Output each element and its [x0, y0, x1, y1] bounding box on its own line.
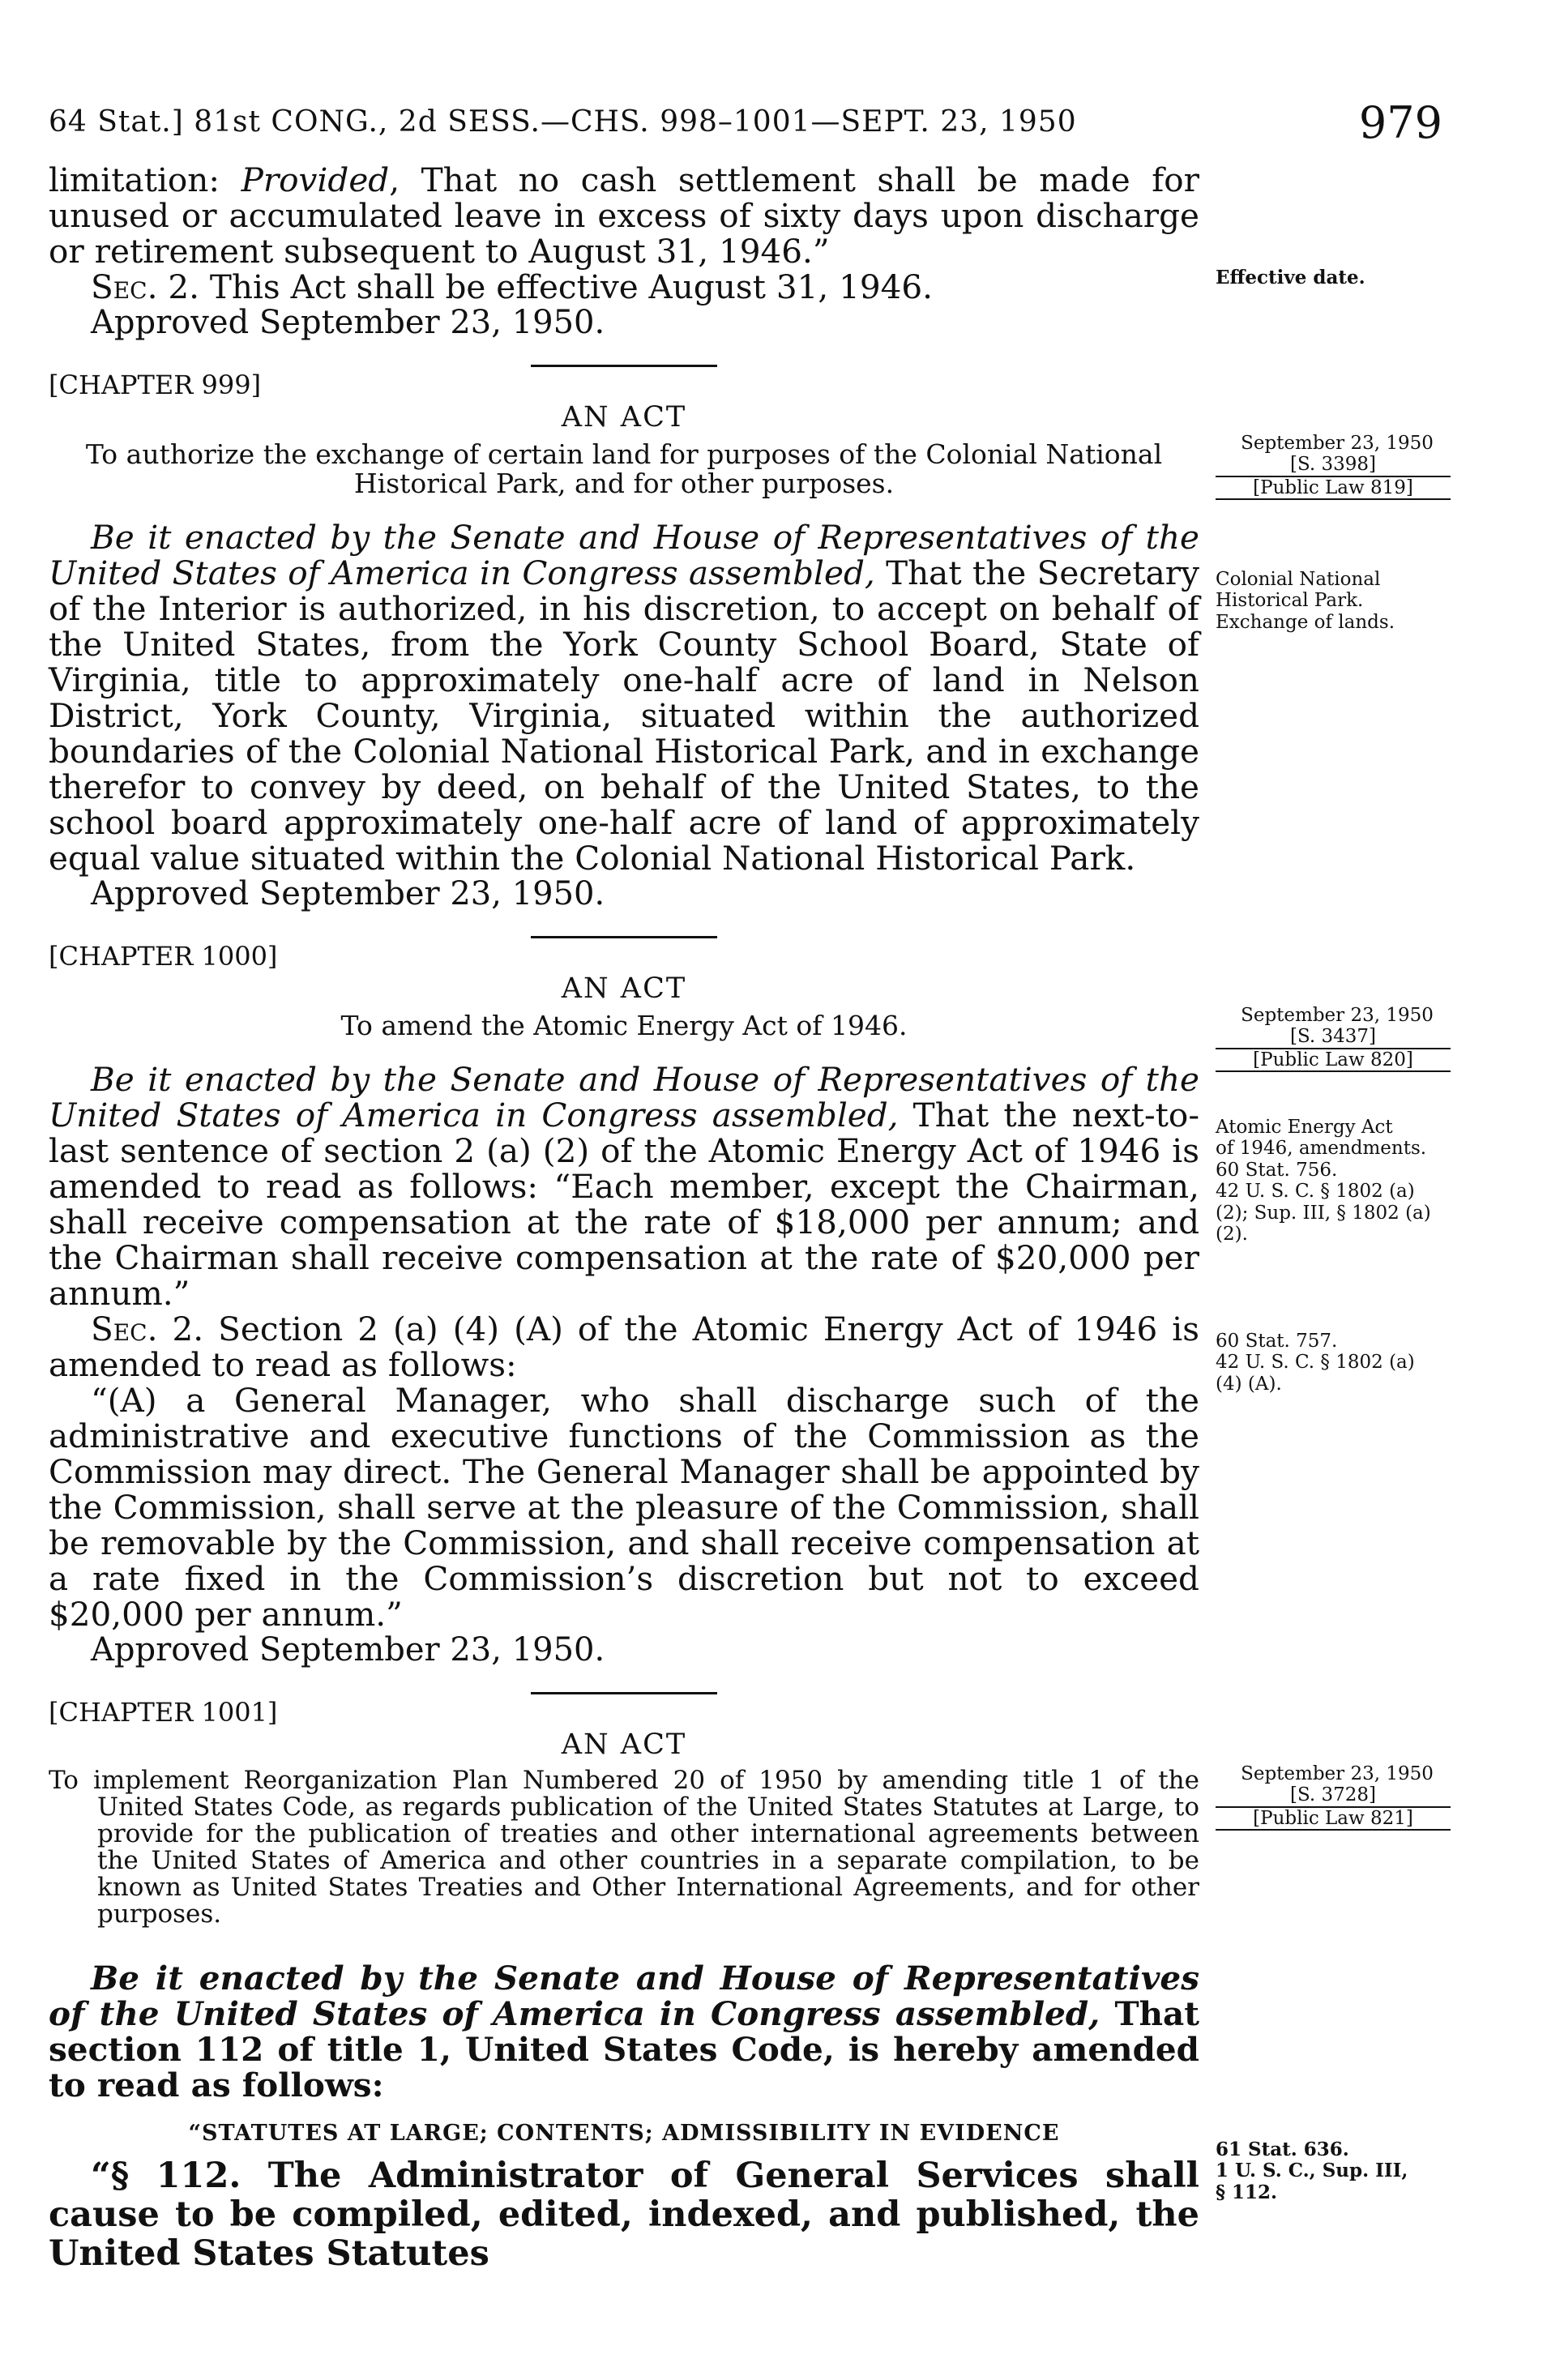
margin-note-ch1000-sec2: [1216, 1331, 1459, 1395]
ch1000-bill: [S. 3437]: [1216, 1026, 1451, 1049]
ch1000-cite-line-5: 60 Stat. 757.: [1216, 1331, 1338, 1352]
main-text-column: [49, 162, 1199, 2273]
margin-note-effective-date: [1216, 267, 1459, 288]
chapter-1001-body: Be it enacted by the Senate and House of Representatives of the United States of America in Congress assembled, That section 112 of title 1, United States Code, is hereby amended to read as follows:: [49, 1959, 1200, 2104]
running-header: [49, 97, 1442, 146]
ch999-topic-line-1: Colonial National: [1216, 569, 1381, 590]
margin-note-ch1001-cite: [1216, 2139, 1459, 2203]
ch1000-cite-line-1: 60 Stat. 756.: [1216, 1159, 1338, 1181]
margin-note-ch999-header: [1216, 433, 1459, 500]
chapter-999-purpose: To authorize the exchange of certain land for purposes of the Colonial National Historical Park, and for other purposes.: [85, 438, 1163, 499]
chapter-1000-approved: Approved September 23, 1950.: [91, 1631, 605, 1669]
ch999-topic-line-3: Exchange of lands.: [1216, 611, 1395, 633]
chapter-1000-sec2: Sec. 2. Section 2 (a) (4) (A) of the Atomic Energy Act of 1946 is amended to read as follows:: [49, 1310, 1199, 1384]
ch1000-cite-line-3: (2); Sup. III, § 1802 (a): [1216, 1202, 1431, 1224]
ch1000-cite-line-2: 42 U. S. C. § 1802 (a): [1216, 1181, 1415, 1203]
chapter-1001-purpose: To implement Reorganization Plan Numbered 20 of 1950 by amending title 1 of the United States Code, as regards publication of the United States Statutes at Large, to provide for the publication of treaties and other international agreements between the United States of America and other countries in a separate compilation, to be known as United States Treaties and Other International Agreements, and for other purposes.: [49, 1766, 1199, 1929]
ch1001-cite-line-2: 1 U. S. C., Sup. III,: [1216, 2160, 1408, 2182]
chapter-1000-an-act: AN ACT: [561, 972, 687, 1005]
ch1000-cite-line-7: (4) (A).: [1216, 1373, 1282, 1395]
chapter-1001-subhead: “STATUTES AT LARGE; CONTENTS; ADMISSIBILITY IN EVIDENCE: [188, 2121, 1060, 2146]
ch1001-bill: [S. 3728]: [1216, 1784, 1451, 1807]
ch1000-date: September 23, 1950: [1241, 1005, 1434, 1026]
continuation-paragraph: limitation: Provided, That no cash settlement shall be made for unused or accumulated leave in excess of sixty days upon discharge or retirement subsequent to August 31, 1946.”: [49, 160, 1199, 271]
ch1000-topic-line-1: Atomic Energy Act: [1216, 1117, 1393, 1138]
ch1001-cite-line-1: 61 Stat. 636.: [1216, 2139, 1349, 2160]
margin-note-ch999-topic: [1216, 569, 1459, 633]
chapter-1000-body: Be it enacted by the Senate and House of Representatives of the United States of America in Congress assembled, That the next-to-last sentence of section 2 (a) (2) of the Atomic Energy Act of 1946 is amended to read as follows: “Each member, except the Chairman, shall receive compensation at the rate of $18,000 per annum; and the Chairman shall receive compensation at the rate of $20,000 per annum.”: [49, 1060, 1199, 1313]
ch1001-cite-line-3: § 112.: [1216, 2181, 1278, 2203]
chapter-1000-quote: “(A) a General Manager, who shall discharge such of the administrative and executive functions of the Commission as the Commission may direct. The General Manager shall be appointed by the Commission, shall serve at the pleasure of the Commission, shall be removable by the Commission, and shall receive compensation at a rate fixed in the Commission’s discretion but not to exceed $20,000 per annum.”: [49, 1381, 1199, 1634]
section-divider: [531, 1692, 717, 1694]
section-divider: [531, 365, 717, 367]
ch999-topic-line-2: Historical Park.: [1216, 590, 1364, 612]
ch1001-public-law: [Public Law 821]: [1216, 1808, 1451, 1831]
chapter-999-approved: Approved September 23, 1950.: [91, 875, 605, 912]
section-divider: [531, 936, 717, 938]
margin-note-ch1000-topic: [1216, 1117, 1459, 1246]
chapter-1000-number: [CHAPTER 1000]: [49, 941, 278, 972]
page-number: 979: [1358, 97, 1442, 148]
chapter-999-number: [CHAPTER 999]: [49, 370, 262, 400]
chapter-1001-quote: “§ 112. The Administrator of General Services shall cause to be compiled, edited, indexed, and published, the United States Statutes: [49, 2156, 1199, 2274]
continuation-sec2: Sec. 2. This Act shall be effective August 31, 1946.: [91, 267, 934, 306]
chapter-1001-an-act: AN ACT: [561, 1728, 687, 1761]
ch1000-topic-line-2: of 1946, amendments.: [1216, 1138, 1427, 1160]
chapter-999-an-act: AN ACT: [561, 401, 687, 434]
header-citation: 64 Stat.] 81st CONG., 2d SESS.—CHS. 998–1001—SEPT. 23, 1950: [49, 105, 1077, 139]
ch999-public-law: [Public Law 819]: [1216, 477, 1451, 500]
ch1000-cite-line-4: (2).: [1216, 1224, 1248, 1246]
chapter-1000-purpose: To amend the Atomic Energy Act of 1946.: [340, 1010, 908, 1041]
effective-date-label: Effective date.: [1216, 267, 1365, 288]
margin-note-ch1000-header: [1216, 1005, 1459, 1072]
ch1000-cite-line-6: 42 U. S. C. § 1802 (a): [1216, 1352, 1415, 1374]
margin-note-ch1001-header: [1216, 1763, 1459, 1831]
ch1000-public-law: [Public Law 820]: [1216, 1049, 1451, 1072]
ch1001-date: September 23, 1950: [1241, 1763, 1434, 1784]
ch999-bill: [S. 3398]: [1216, 454, 1451, 476]
chapter-1001-number: [CHAPTER 1001]: [49, 1697, 278, 1728]
ch999-date: September 23, 1950: [1241, 433, 1434, 454]
chapter-999-body: Be it enacted by the Senate and House of Representatives of the United States of America in Congress assembled, That the Secretary of the Interior is authorized, in his discretion, to accept on behalf of the United States, from the York County School Board, State of Virginia, title to approximately one-half acre of land in Nelson District, York County, Virginia, situated within the authorized boundaries of the Colonial National Historical Park, and in exchange therefor to convey by deed, on behalf of the United States, to the school board approximately one-half acre of land of approximately equal value situated within the Colonial National Historical Park.: [49, 518, 1199, 878]
continuation-approved: Approved September 23, 1950.: [91, 304, 605, 341]
